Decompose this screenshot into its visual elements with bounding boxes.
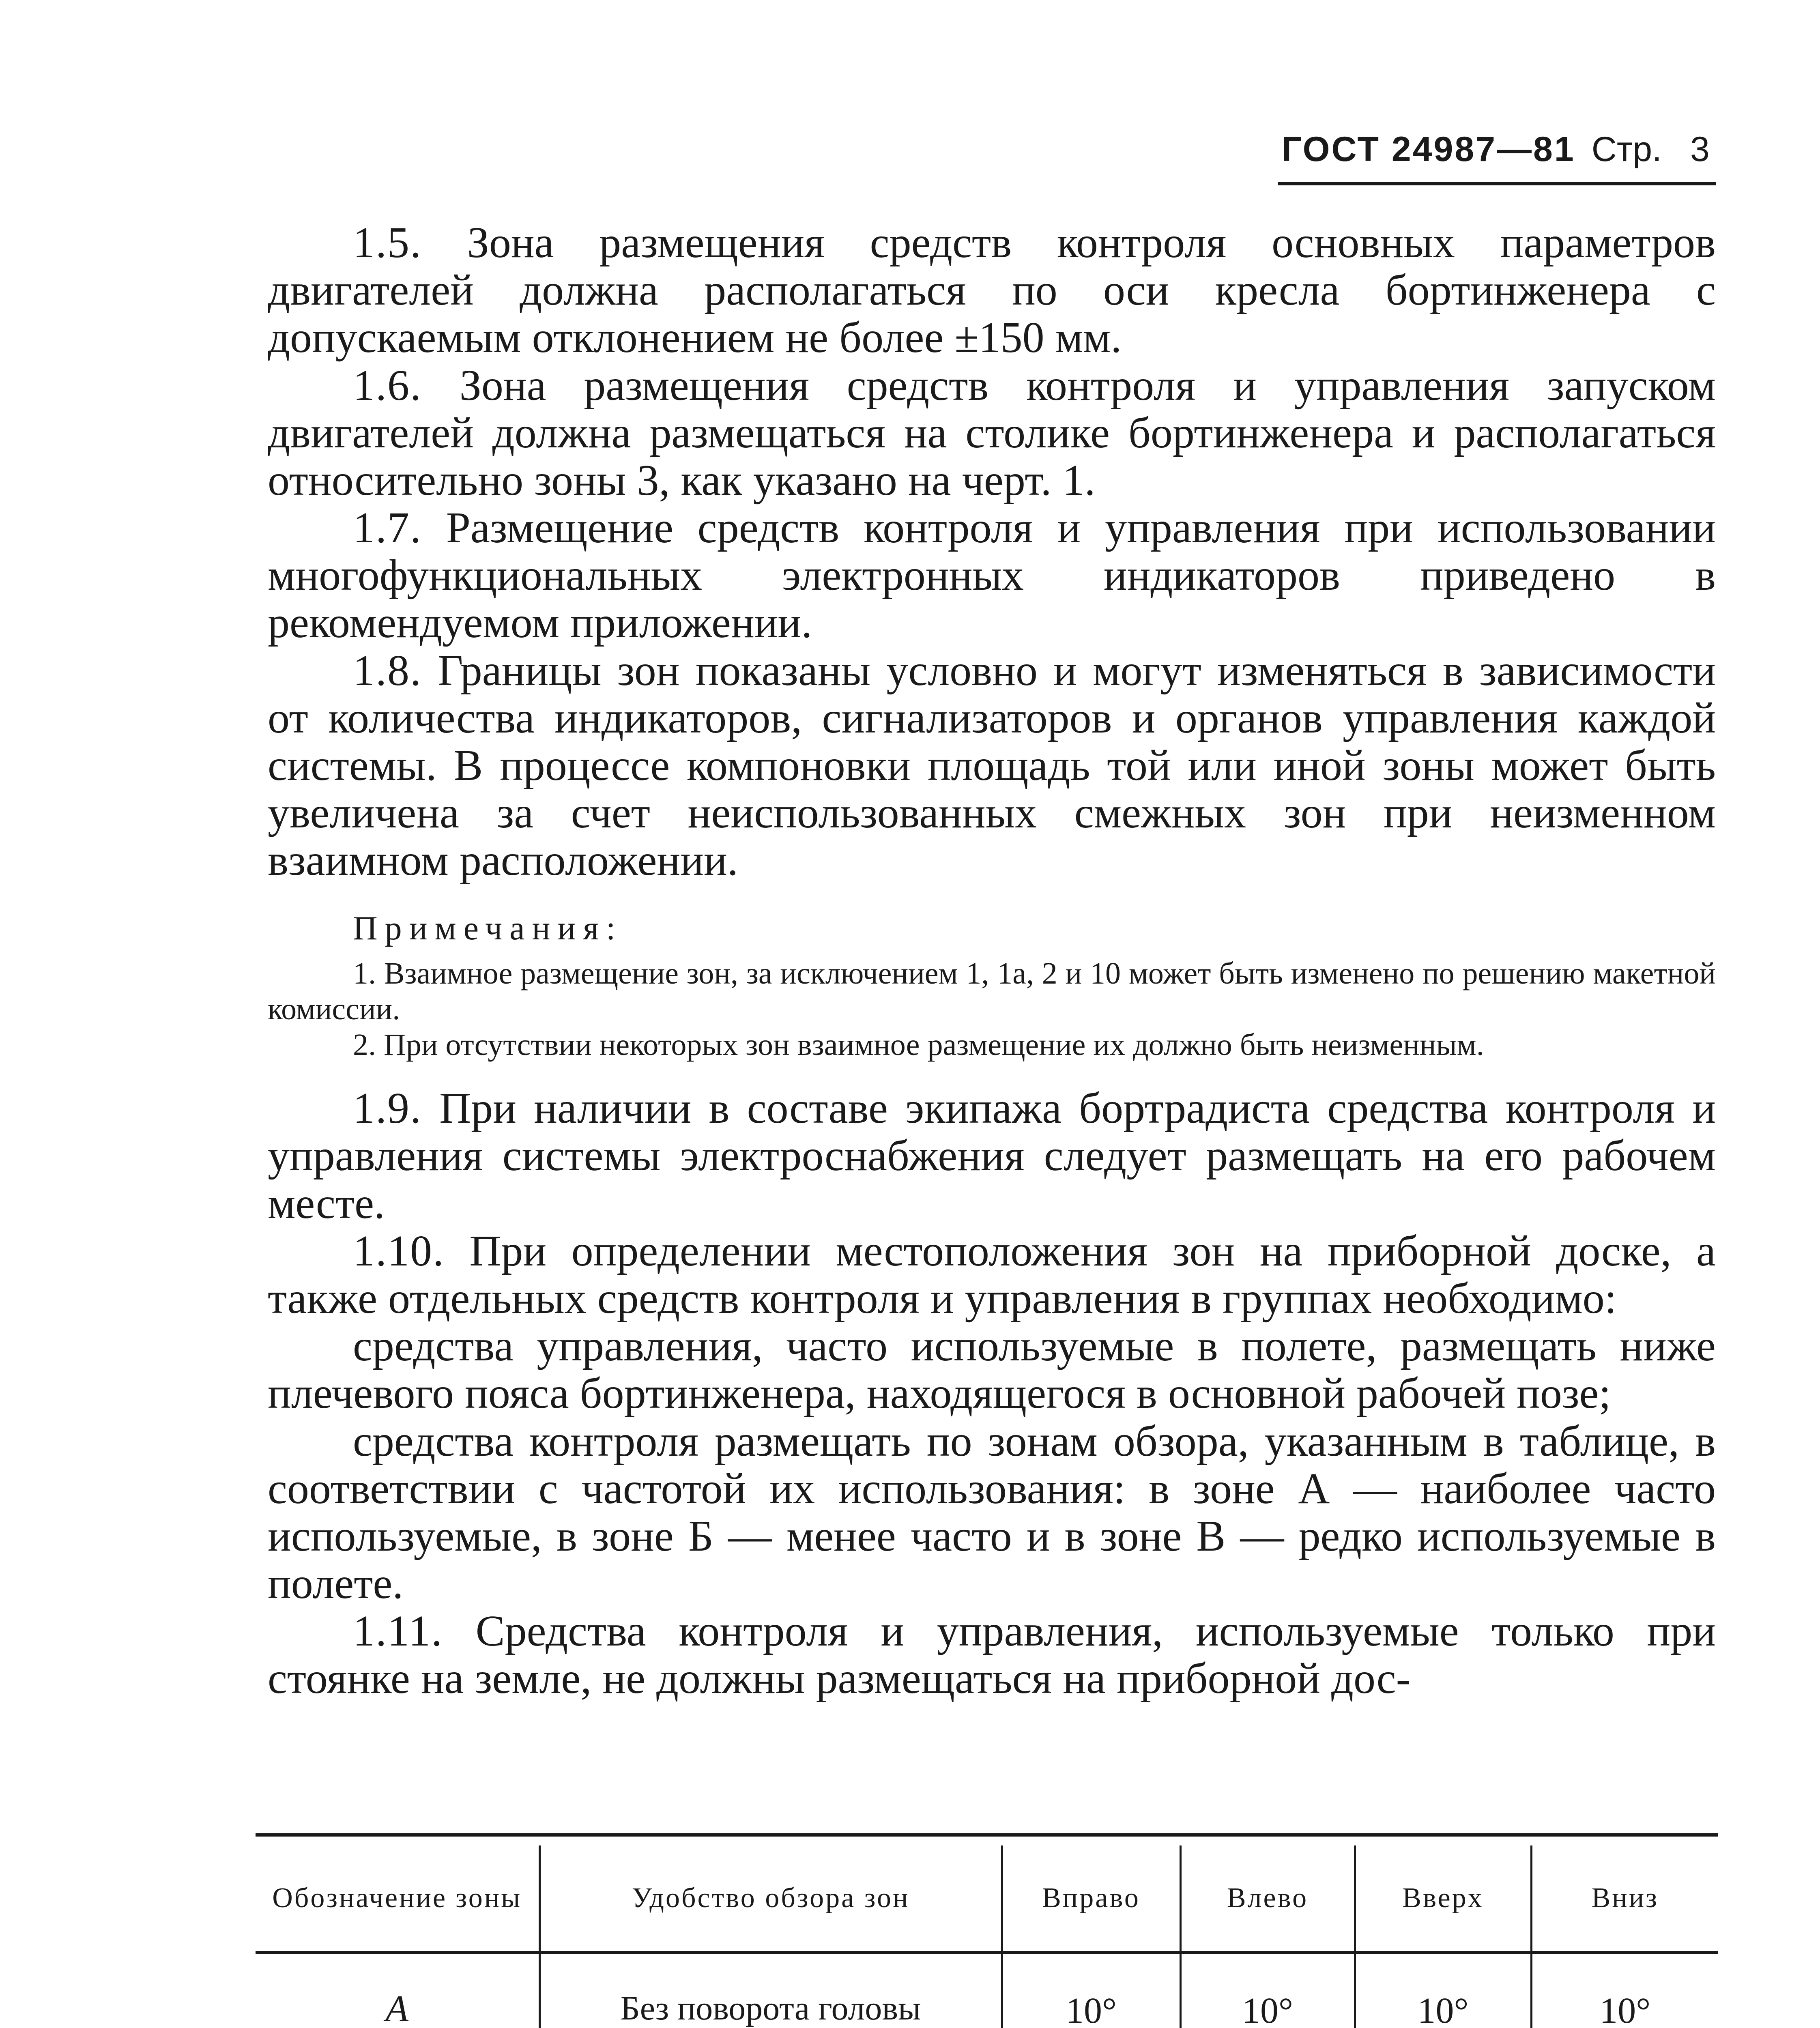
paragraph-controls-placement [268, 1322, 1716, 1417]
paragraph-text: Границы зон показаны условно и могут изменяться в зависимости от количества индикаторов, сигнализаторов и органов управления каждой системы. В процессе компоновки площадь той или иной зоны может быть увеличена за счет неиспользованных смежных зон при неизменном взаимном расположении. [268, 646, 1716, 885]
page-label: Стр. [1591, 130, 1662, 169]
header-rule [1278, 182, 1716, 185]
value-right: 10° [1002, 1953, 1180, 2028]
zones-table [256, 1845, 1718, 2028]
paragraph-1-5 [268, 219, 1716, 362]
paragraph-text: Зона размещения средств контроля и управления запуском двигателей должна размещаться на столике бортинженера и располагаться относительно зоны 3, как указано на черт. 1. [268, 361, 1716, 505]
zone-cell: А [256, 1953, 539, 2028]
paragraph-number: 1.11. [353, 1607, 443, 1656]
notes-title: Примечания: [353, 909, 623, 947]
paragraph-1-10 [268, 1227, 1716, 1322]
column-header-up: Вверх [1355, 1845, 1531, 1953]
paragraph-1-11 [268, 1607, 1716, 1702]
body-text [268, 219, 1716, 1703]
paragraph-text: Зона размещения средств контроля основных параметров двигателей должна располагаться по оси кресла бортинженера с допускаемым отклонением не более ±150 мм. [268, 219, 1716, 362]
paragraph-number: 1.6. [353, 361, 422, 410]
paragraph-text: Средства контроля и управления, используемые только при стоянке на земле, не должны размещаться на приборной дос- [268, 1607, 1716, 1703]
standard-number: ГОСТ 24987—81 [1282, 130, 1575, 169]
page-number: 3 [1690, 130, 1710, 169]
paragraph-number: 1.5. [353, 219, 422, 267]
description-line: Без поворота головы [620, 1989, 921, 2027]
table-header-row [256, 1845, 1718, 1953]
notes [268, 909, 1716, 1063]
view-description-cell [539, 1953, 1002, 2028]
header-line [1282, 129, 1710, 170]
column-header-view: Удобство обзора зон [539, 1845, 1002, 1953]
paragraphs-after-notes [268, 1085, 1716, 1702]
paragraph-text: При наличии в составе экипажа бортрадиста средства контроля и управления системы электроснабжения следует размещать на его рабочем месте. [268, 1084, 1716, 1228]
paragraph-number: 1.7. [353, 504, 422, 552]
table-top-rule [256, 1833, 1718, 1837]
note-2: 2. При отсутствии некоторых зон взаимное размещение их должно быть неизменным. [353, 1028, 1484, 1062]
paragraph-number: 1.9. [353, 1084, 422, 1133]
paragraph-1-9 [268, 1085, 1716, 1227]
paragraph-text: средства контроля размещать по зонам обзора, указанным в таблице, в соответствии с частотой их использования: в зоне А — наиболее часто используемые, в зоне Б — менее часто и в зоне В — редко используемые в полете. [268, 1417, 1716, 1608]
paragraph-1-8 [268, 647, 1716, 885]
column-header-down: Вниз [1531, 1845, 1718, 1953]
paragraph-1-6 [268, 362, 1716, 505]
paragraph-text: При определении местоположения зон на приборной доске, а также отдельных средств контроля и управления в группах необходимо: [268, 1227, 1716, 1323]
table-row [256, 1953, 1718, 2028]
column-header-right: Вправо [1002, 1845, 1180, 1953]
column-header-left: Влево [1180, 1845, 1355, 1953]
paragraph-text: Размещение средств контроля и управления при использовании многофункциональных электронных индикаторов приведено в рекомендуемом приложении. [268, 504, 1716, 647]
note-1: 1. Взаимное размещение зон, за исключением 1, 1а, 2 и 10 может быть изменено по решению макетной комиссии. [268, 956, 1716, 1026]
value-up: 10° [1355, 1953, 1531, 2028]
paragraph-text: средства управления, часто используемые в полете, размещать ниже плечевого пояса бортинженера, находящегося в основной рабочей позе; [268, 1322, 1716, 1418]
paragraph-number: 1.8. [353, 646, 422, 695]
paragraph-number: 1.10. [353, 1227, 445, 1275]
paragraph-1-7 [268, 504, 1716, 647]
value-left: 10° [1180, 1953, 1355, 2028]
value-down: 10° [1531, 1953, 1718, 2028]
column-header-zone: Обозначение зоны [256, 1845, 539, 1953]
paragraph-monitoring-placement [268, 1418, 1716, 1608]
